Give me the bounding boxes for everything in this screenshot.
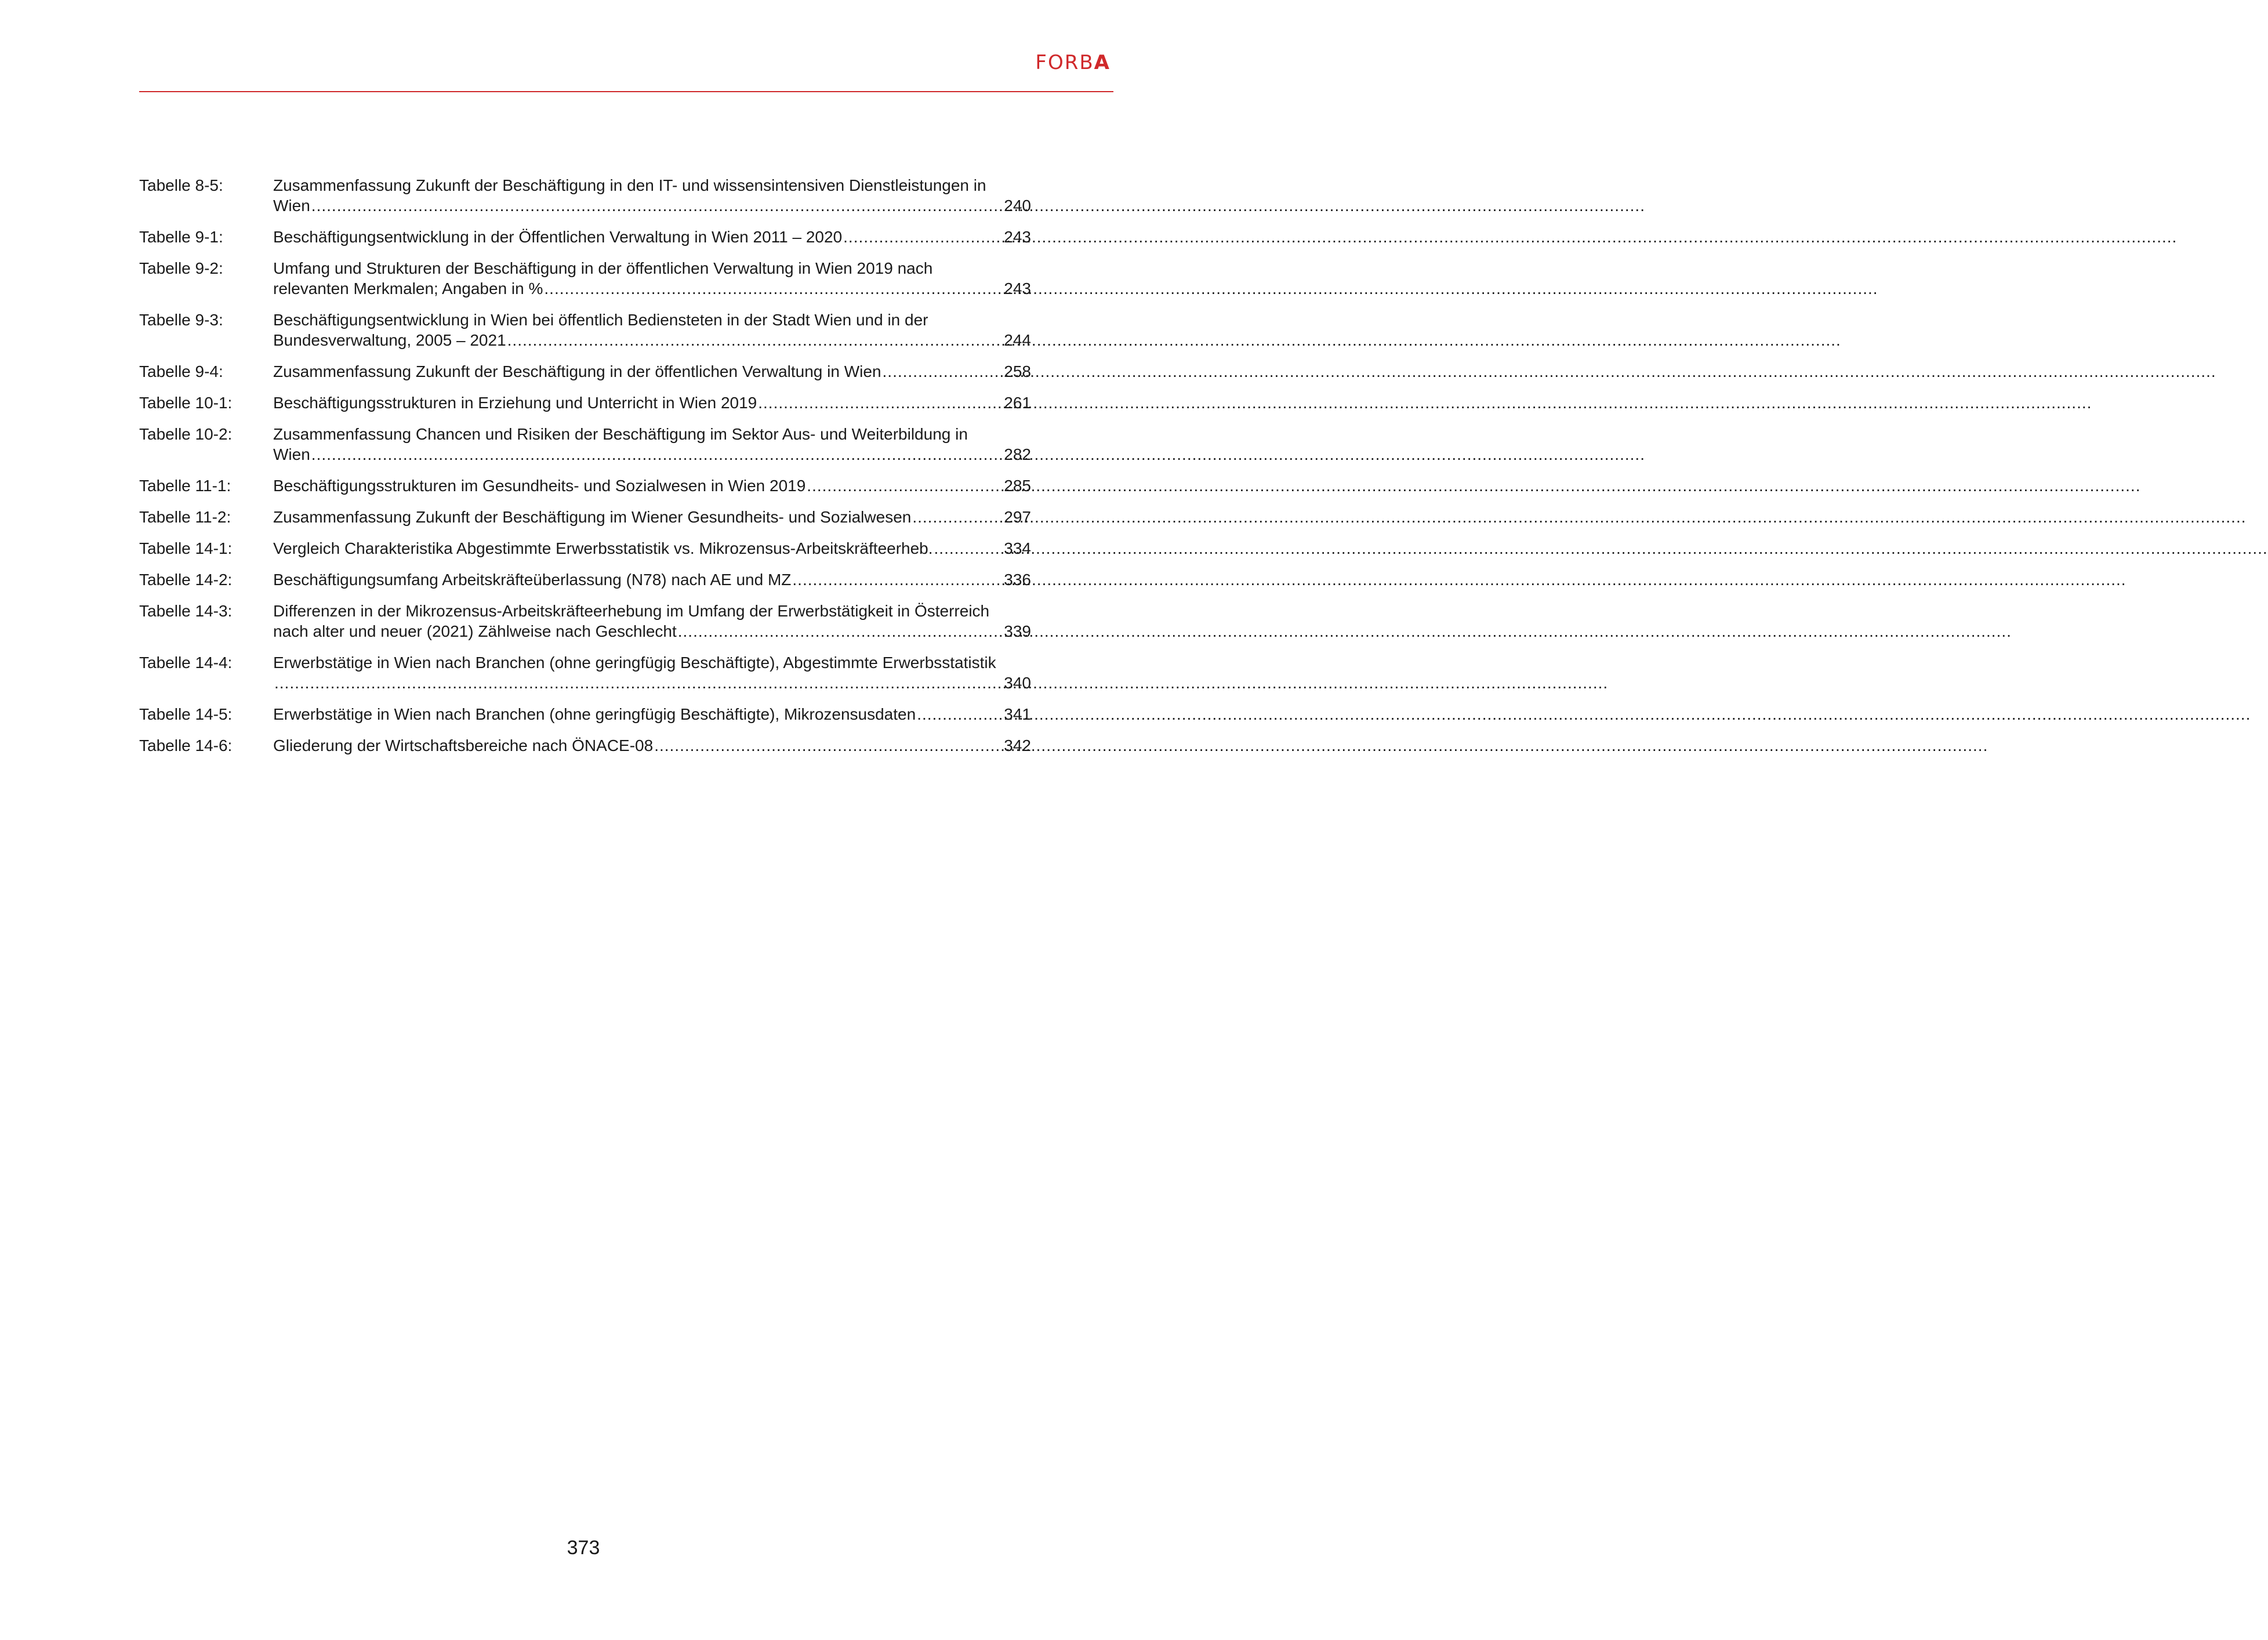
toc-entry-title: Gliederung der Wirtschaftsbereiche nach ÖNACE-08 <box>273 736 654 754</box>
toc-entry-body <box>273 310 1031 350</box>
toc-entry-leader-line <box>273 195 1031 216</box>
dot-leader <box>507 330 1003 350</box>
toc-entry-body <box>273 258 1031 299</box>
toc-entry-leader-line <box>273 278 1031 299</box>
toc-entry-label: Tabelle 14-6: <box>139 736 233 754</box>
dot-leader <box>274 673 1003 693</box>
toc-entry[interactable] <box>139 538 1031 558</box>
toc-entry-page: 243 <box>1004 228 1031 246</box>
toc-entry-page: 334 <box>1004 539 1031 557</box>
toc-entry-page: 340 <box>1004 674 1031 692</box>
toc-entry-leader-line <box>273 444 1031 465</box>
dot-leader <box>311 444 1003 465</box>
toc-entry-label: Tabelle 14-2: <box>139 571 233 589</box>
toc-entry-leader-line <box>273 569 1031 590</box>
toc-entry-label: Tabelle 14-1: <box>139 539 233 557</box>
toc-entry-title: Wien <box>273 197 310 215</box>
dot-leader <box>934 538 1003 558</box>
dot-leader <box>654 735 1003 756</box>
toc-entry[interactable] <box>139 476 1031 496</box>
toc-entry-body <box>273 424 1031 465</box>
list-of-tables <box>139 175 1031 767</box>
toc-entry-title: Bundesverwaltung, 2005 – 2021 <box>273 331 506 349</box>
toc-entry-leader-line <box>273 330 1031 350</box>
toc-entry-title: Zusammenfassung Zukunft der Beschäftigung in der öffentlichen Verwaltung in Wien <box>273 362 881 380</box>
toc-entry-leader-line <box>273 507 1031 527</box>
toc-entry-body <box>273 476 1031 496</box>
toc-entry-title-line: Erwerbstätige in Wien nach Branchen (ohne geringfügig Beschäftigte), Abgestimmte Erwerbsstatistik <box>273 654 996 672</box>
toc-entry-label: Tabelle 9-2: <box>139 259 223 277</box>
toc-entry-leader-line <box>273 538 1031 558</box>
toc-entry-page: 341 <box>1004 705 1031 723</box>
toc-entry-title: Beschäftigungsumfang Arbeitskräfteüberlassung (N78) nach AE und MZ <box>273 571 792 589</box>
toc-entry-label: Tabelle 9-4: <box>139 362 223 380</box>
toc-entry-title: Zusammenfassung Zukunft der Beschäftigung im Wiener Gesundheits- und Sozialwesen <box>273 508 912 526</box>
toc-entry-label: Tabelle 11-1: <box>139 477 231 495</box>
toc-entry-page: 261 <box>1004 394 1031 412</box>
toc-entry-body <box>273 361 1031 382</box>
dot-leader <box>883 361 1003 382</box>
toc-entry-title: Vergleich Charakteristika Abgestimmte Erwerbsstatistik vs. Mikrozensus-Arbeitskräfteerheb. <box>273 539 933 557</box>
toc-entry-title-line: Umfang und Strukturen der Beschäftigung in der öffentlichen Verwaltung in Wien 2019 nach <box>273 259 933 277</box>
toc-entry-body <box>273 175 1031 216</box>
toc-entry-label: Tabelle 14-5: <box>139 705 233 723</box>
toc-entry-leader-line <box>273 735 1031 756</box>
toc-entry[interactable] <box>139 601 1031 641</box>
dot-leader <box>544 278 1003 299</box>
toc-entry-label: Tabelle 14-4: <box>139 654 233 672</box>
toc-entry[interactable] <box>139 310 1031 350</box>
toc-entry[interactable] <box>139 227 1031 247</box>
toc-entry-page: 339 <box>1004 622 1031 640</box>
toc-entry[interactable] <box>139 507 1031 527</box>
toc-entry-page: 258 <box>1004 362 1031 380</box>
dot-leader <box>792 569 1003 590</box>
toc-entry-body <box>273 538 1031 558</box>
logo-text-regular: FORB <box>1035 51 1094 74</box>
page-number: 373 <box>567 1537 600 1559</box>
toc-entry-body <box>273 735 1031 756</box>
toc-entry-title-line: Differenzen in der Mikrozensus-Arbeitskräfteerhebung im Umfang der Erwerbstätigkeit in Österreich <box>273 602 990 620</box>
dot-leader <box>758 393 1003 413</box>
toc-entry[interactable] <box>139 424 1031 465</box>
header-divider <box>139 91 1113 92</box>
toc-entry-title: relevanten Merkmalen; Angaben in % <box>273 280 543 297</box>
toc-entry-title-line: Zusammenfassung Chancen und Risiken der Beschäftigung im Sektor Aus- und Weiterbildung in <box>273 425 968 443</box>
toc-entry-leader-line <box>273 621 1031 641</box>
toc-entry-page: 282 <box>1004 445 1031 463</box>
toc-entry-leader-line <box>273 393 1031 413</box>
toc-entry-body <box>273 652 1031 693</box>
toc-entry[interactable] <box>139 175 1031 216</box>
toc-entry-page: 244 <box>1004 331 1031 349</box>
toc-entry[interactable] <box>139 258 1031 299</box>
toc-entry-body <box>273 227 1031 247</box>
toc-entry-page: 297 <box>1004 508 1031 526</box>
toc-entry-page: 240 <box>1004 197 1031 215</box>
toc-entry-title: Beschäftigungsstrukturen in Erziehung und Unterricht in Wien 2019 <box>273 394 757 412</box>
toc-entry-page: 285 <box>1004 477 1031 495</box>
toc-entry-leader-line <box>273 361 1031 382</box>
toc-entry-title: Erwerbstätige in Wien nach Branchen (ohne geringfügig Beschäftigte), Mikrozensusdaten <box>273 705 916 723</box>
toc-entry[interactable] <box>139 569 1031 590</box>
toc-entry-title-line: Beschäftigungsentwicklung in Wien bei öffentlich Bediensteten in der Stadt Wien und in der <box>273 311 928 329</box>
toc-entry-label: Tabelle 8-5: <box>139 176 223 194</box>
toc-entry-label: Tabelle 14-3: <box>139 602 233 620</box>
toc-entry-page: 342 <box>1004 736 1031 754</box>
dot-leader <box>311 195 1003 216</box>
toc-entry[interactable] <box>139 704 1031 724</box>
toc-entry-leader-line <box>273 704 1031 724</box>
toc-entry-label: Tabelle 11-2: <box>139 508 231 526</box>
toc-entry-title: Beschäftigungsstrukturen im Gesundheits- und Sozialwesen in Wien 2019 <box>273 477 806 495</box>
forba-logo <box>1035 51 1111 74</box>
dot-leader <box>917 704 1003 724</box>
toc-entry-label: Tabelle 9-1: <box>139 228 223 246</box>
toc-entry[interactable] <box>139 393 1031 413</box>
toc-entry-body <box>273 569 1031 590</box>
dot-leader <box>843 227 1003 247</box>
toc-entry-label: Tabelle 10-2: <box>139 425 233 443</box>
toc-entry-page: 336 <box>1004 571 1031 589</box>
toc-entry-leader-line <box>273 673 1031 693</box>
toc-entry-page: 243 <box>1004 280 1031 297</box>
toc-entry[interactable] <box>139 735 1031 756</box>
toc-entry[interactable] <box>139 652 1031 693</box>
toc-entry-leader-line <box>273 476 1031 496</box>
dot-leader <box>912 507 1003 527</box>
toc-entry-label: Tabelle 9-3: <box>139 311 223 329</box>
toc-entry-title: Beschäftigungsentwicklung in der Öffentlichen Verwaltung in Wien 2011 – 2020 <box>273 228 843 246</box>
logo-text-bold: A <box>1094 51 1111 74</box>
toc-entry-title: nach alter und neuer (2021) Zählweise nach Geschlecht <box>273 622 677 640</box>
toc-entry-body <box>273 393 1031 413</box>
toc-entry-title: Wien <box>273 445 310 463</box>
toc-entry-title-line: Zusammenfassung Zukunft der Beschäftigung in den IT- und wissensintensiven Dienstleistungen in <box>273 176 986 194</box>
toc-entry-leader-line <box>273 227 1031 247</box>
dot-leader <box>807 476 1003 496</box>
toc-entry-body <box>273 507 1031 527</box>
dot-leader <box>678 621 1003 641</box>
toc-entry-body <box>273 601 1031 641</box>
toc-entry[interactable] <box>139 361 1031 382</box>
toc-entry-label: Tabelle 10-1: <box>139 394 233 412</box>
toc-entry-body <box>273 704 1031 724</box>
